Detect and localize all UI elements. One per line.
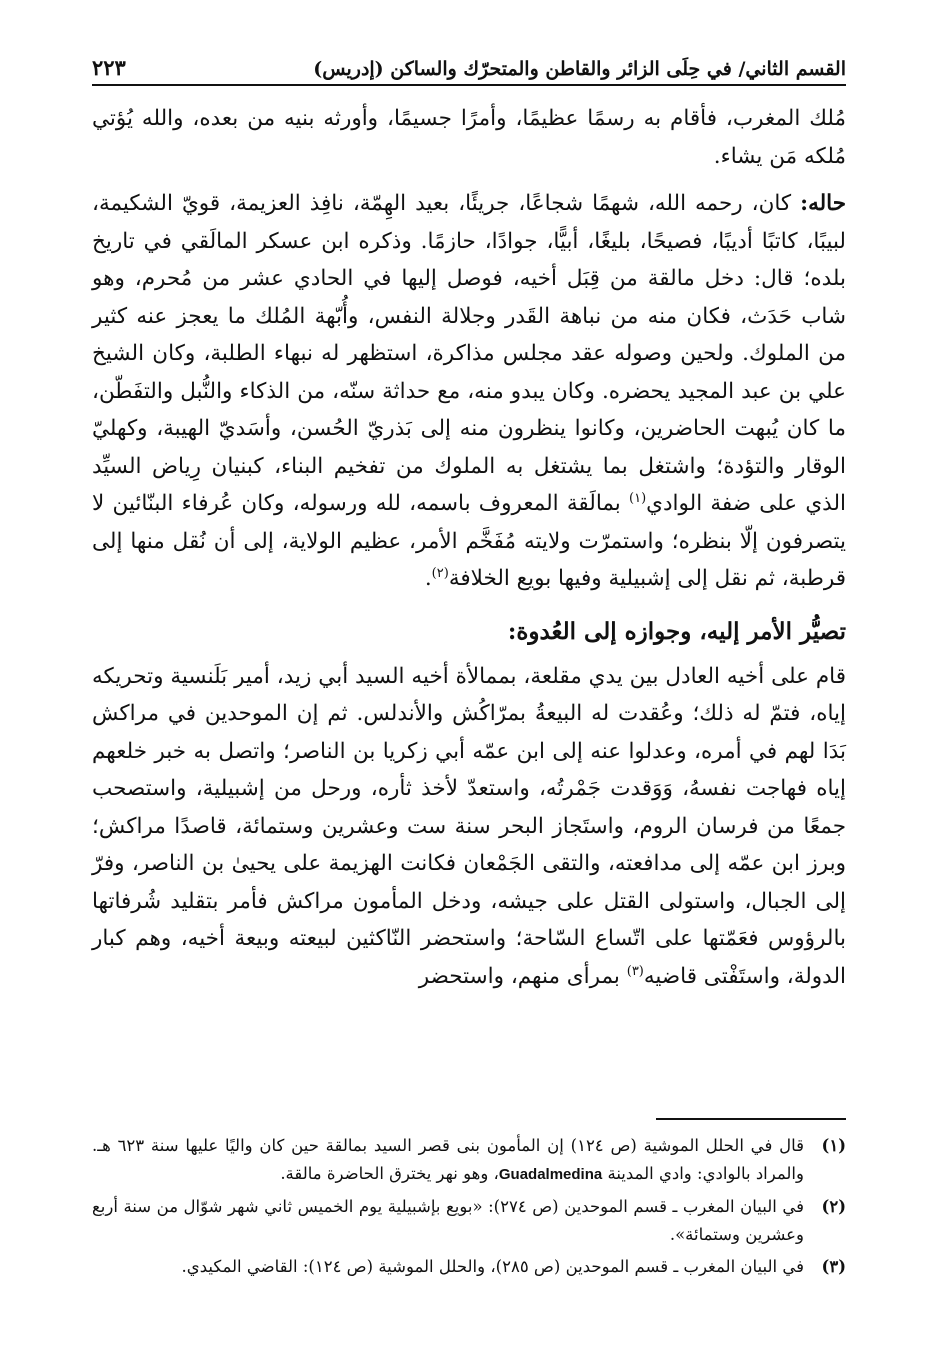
footnote-ref-3[interactable]: (٣) <box>626 963 644 979</box>
section-heading: تصيُّر الأمر إليه، وجوازه إلى العُدوة: <box>507 617 846 645</box>
footnote-number: (٣) <box>821 1256 846 1276</box>
hal-text-2: بمالَقة المعروف باسمه، لله ورسوله، وكان عُرفاء البنّائين لا يتصرفون إلّا بنظره؛ واستمرّت ولايته مُفَخَّم الأمر، عظيم الولاية، إلى أن نُقل منها إلى قرطبة، ثم نقل إلى إشبيلية وفيها بويع الخلافة <box>92 491 846 591</box>
footnote-ref-2[interactable]: (٢) <box>431 565 449 581</box>
footnote-number: (١) <box>821 1135 846 1155</box>
footnote-1 <box>92 1132 846 1189</box>
tasayyur-text-2: بمرأى منهم، واستحضر <box>418 963 627 989</box>
footnote-text-a: قال في الحلل الموشية (ص ١٢٤) إن المأمون بنى قصر السيد بمالقة حين كان واليًا عليها سنة ٦٢٣ هـ. والمراد بالوادي: وادي المدينة <box>92 1135 805 1183</box>
paragraph-hal <box>92 185 846 598</box>
footnote-latin-term: Guadalmedina <box>498 1165 603 1183</box>
footnotes <box>92 1118 846 1285</box>
footnote-3 <box>92 1253 846 1281</box>
footnote-number: (٢) <box>821 1196 846 1216</box>
page-number: ٢٢٣ <box>92 55 126 80</box>
footnote-2 <box>92 1193 846 1249</box>
header-title: القسم الثاني/ في حِلَى الزائر والقاطن والمتحرّك والساكن (إدريس) <box>313 58 846 80</box>
main-text <box>92 100 846 995</box>
footnote-divider <box>656 1118 846 1120</box>
footnote-text: في البيان المغرب ـ قسم الموحدين (ص ٢٨٥)، والحلل الموشية (ص ١٢٤): القاضي المكيدي. <box>181 1256 804 1276</box>
running-header <box>92 52 846 86</box>
footnote-text <box>92 1132 804 1189</box>
tasayyur-text-1: قام على أخيه العادل بين يدي مقلعة، بممالأة أخيه السيد أبي زيد، أمير بَلَنسية وتحريكه إياه، فتمّ له ذلك؛ وعُقدت له البيعةُ بمرّاكُش والأندلس. ثم إن الموحدين في مراكش بَدَا لهم في أمره، وعدلوا عنه إلى ابن عمّه أبي زكريا بن الناصر؛ واتصل به خبر خلعهم إياه فهاجت نفسهُ، وَوَقدت جَمْرتُه، واستعدّ لأخذ ثأره، ورحل من إشبيلية، واستصحب جمعًا من فرسان الروم، واستَجاز البحر سنة ست وعشرين وستمائة، قاصدًا مراكش؛ وبرز ابن عمّه إلى مدافعته، والتقى الجَمْعان فكانت الهزيمة على يحيىٰ بن الناصر، وفرّ إلى الجبال، واستولى القتل على جيشه، ودخل المأمون مراكش فأمر بتقليد شُرفاتها بالرؤوس فعَمّتها على اتّساع السّاحة؛ واستحضر النّاكثين لبيعته وبيعة أخيه، وهم كبار الدولة، واستَفْتى قاضيه <box>92 663 846 989</box>
footnote-ref-1[interactable]: (١) <box>629 490 647 506</box>
paragraph-tasayyur <box>92 658 846 996</box>
hal-text-end: . <box>424 566 432 591</box>
paragraph-intro: مُلك المغرب، فأقام به رسمًا عظيمًا، وأمرًا جسيمًا، وأورثه بنيه من بعده، والله يُؤتي مُلكه مَن يشاء. <box>92 106 846 169</box>
footnote-text-b: ، وهو نهر يخترق الحاضرة مالقة. <box>280 1163 499 1183</box>
hal-label: حاله: <box>800 191 846 216</box>
footnote-text: في البيان المغرب ـ قسم الموحدين (ص ٢٧٤): «بويع بإشبيلية يوم الخميس ثاني شهر شوّال من سنة أربع وعشرين وستمائة». <box>92 1196 805 1244</box>
hal-text-1: كان، رحمه الله، شهمًا شجاعًا، جريئًا، بعيد الهِمّة، نافِذ العزيمة، قويّ الشكيمة، لبيبًا، كاتبًا أديبًا، فصيحًا، بليغًا، أبيًّا، جوادًا، حازمًا. وذكره ابن عسكر المالَقي في تاريخ بلده؛ قال: دخل مالقة من قِبَل أخيه، فوصل إليها في الحادي عشر من مُحرم، وهو شاب حَدَث، فكان منه من نباهة القَدر وجلالة النفس، وأُبّهة المُلك ما يعجز عنه كثير من الملوك. ولحين وصوله عقد مجلس مذاكرة، استظهر له نبهاء الطلبة، وكان الشيخ علي بن عبد المجيد يحضره. وكان يبدو منه، مع حداثة سنّه، من الذكاء والنُّبل والتفَطّن، ما كان يُبهت الحاضرين، وكانوا ينظرون منه إلى بَذريّ الحُسن، وأسَديّ الهيبة، وكهليّ الوقار والتؤدة؛ واشتغل بما يشتغل به الملوك من تفخيم البناء، كبنيان رِياض السيِّد الذي على ضفة الوادي <box>92 191 846 516</box>
